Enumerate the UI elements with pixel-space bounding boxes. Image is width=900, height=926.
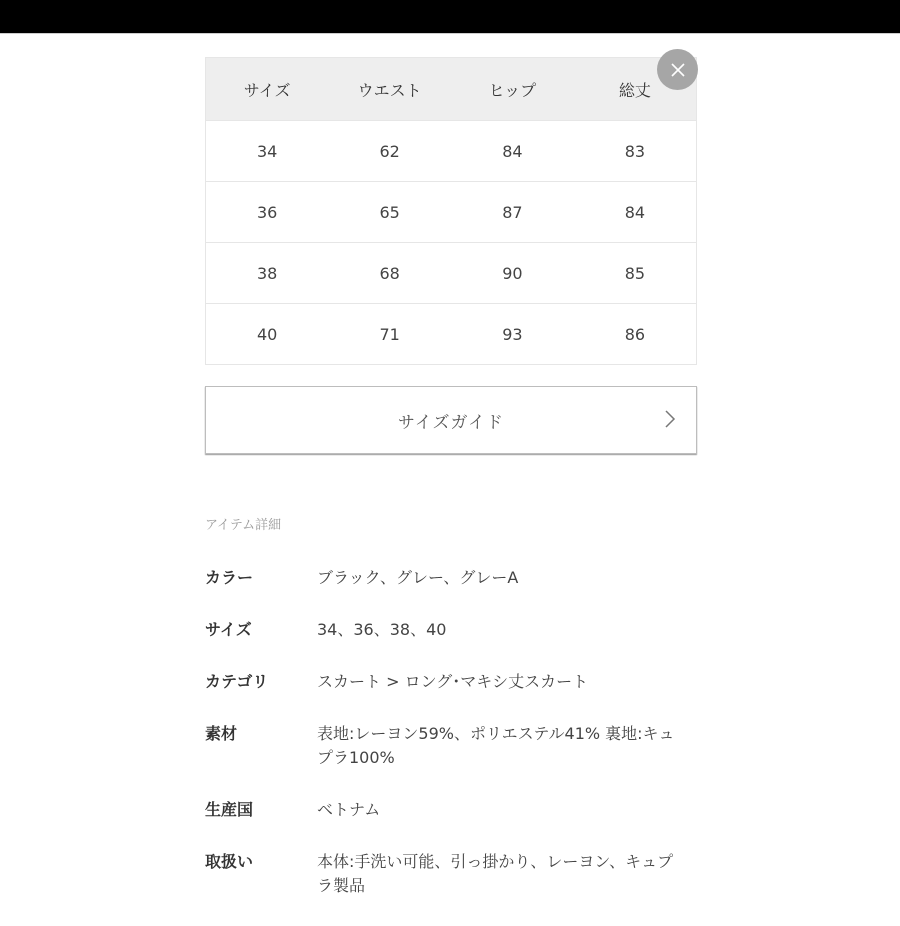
detail-key: 取扱い	[205, 852, 254, 871]
cell: 93	[451, 304, 574, 365]
detail-key: カラー	[205, 568, 254, 587]
cell: 86	[574, 304, 697, 365]
cell: 34	[206, 121, 329, 182]
detail-value: 34、36、38、40	[317, 620, 447, 639]
detail-row-material	[205, 722, 700, 770]
table-row	[206, 121, 697, 182]
size-guide-label: サイズガイド	[397, 412, 505, 433]
detail-row-care	[205, 850, 700, 898]
cell: 71	[328, 304, 451, 365]
detail-key: カテゴリ	[205, 672, 269, 691]
detail-key: サイズ	[205, 620, 252, 639]
table-row	[206, 243, 697, 304]
detail-value: ベトナム	[317, 800, 381, 819]
item-details-list	[205, 566, 700, 926]
detail-key: 生産国	[205, 800, 254, 819]
header-size: サイズ	[206, 58, 329, 121]
top-status-bar	[0, 0, 900, 33]
cell: 83	[574, 121, 697, 182]
size-table	[205, 57, 697, 365]
table-row	[206, 182, 697, 243]
detail-row-origin	[205, 798, 700, 822]
cell: 62	[328, 121, 451, 182]
size-guide-button[interactable]	[205, 386, 697, 454]
detail-value: スカート > ロング･マキシ丈スカート	[317, 672, 589, 691]
cell: 84	[574, 182, 697, 243]
cell: 68	[328, 243, 451, 304]
header-waist: ウエスト	[328, 58, 451, 121]
table-header-row	[206, 58, 697, 121]
cell: 87	[451, 182, 574, 243]
table-row	[206, 304, 697, 365]
cell: 36	[206, 182, 329, 243]
cell: 65	[328, 182, 451, 243]
close-button[interactable]	[657, 49, 698, 90]
detail-row-color	[205, 566, 700, 590]
detail-value: 表地:レーヨン59%、ポリエステル41% 裏地:キュプラ100%	[317, 724, 675, 767]
detail-row-size	[205, 618, 700, 642]
cell: 84	[451, 121, 574, 182]
detail-value: ブラック、グレー、グレーA	[317, 568, 519, 587]
divider	[0, 33, 900, 34]
item-details-title: アイテム詳細	[205, 518, 282, 533]
header-hip: ヒップ	[451, 58, 574, 121]
detail-key: 素材	[205, 724, 238, 743]
header-length: 総丈	[574, 58, 697, 121]
cell: 85	[574, 243, 697, 304]
cell: 90	[451, 243, 574, 304]
close-icon	[670, 62, 686, 78]
cell: 40	[206, 304, 329, 365]
detail-row-category	[205, 670, 700, 694]
detail-value: 本体:手洗い可能、引っ掛かり、レーヨン、キュプラ製品	[317, 852, 674, 895]
chevron-right-icon	[664, 409, 676, 429]
cell: 38	[206, 243, 329, 304]
